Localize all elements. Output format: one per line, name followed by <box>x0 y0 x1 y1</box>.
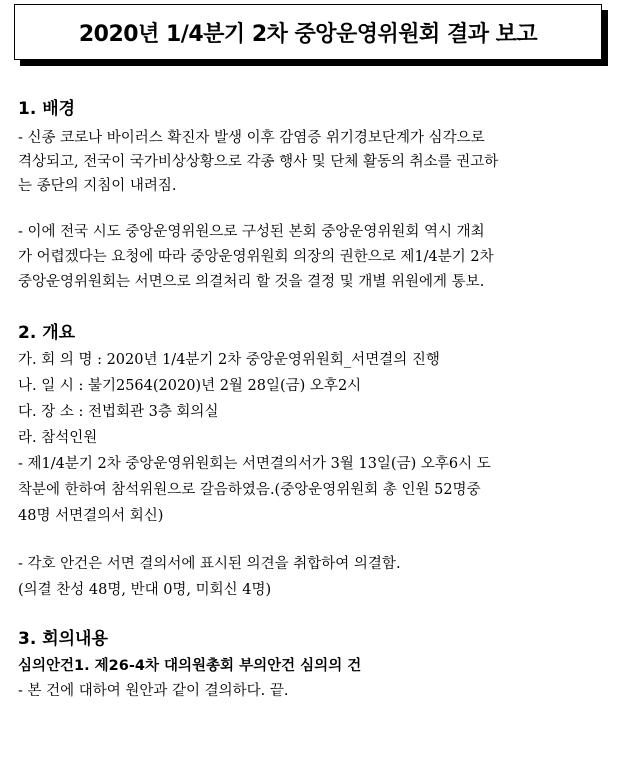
agenda-result: - 본 건에 대하여 원안과 같이 결의하다. 끝. <box>18 683 289 699</box>
document-title: 2020년 1/4분기 2차 중앙운영위원회 결과 보고 <box>14 4 602 60</box>
overview-location: 다. 장 소 : 전법회관 3층 회의실 <box>18 404 219 420</box>
title-frame <box>14 4 610 68</box>
background-para1-line2: 격상되고, 전국이 국가비상상황으로 각종 행사 및 단체 활동의 취소를 권고하 <box>18 154 499 170</box>
attendance-line2: 착분에 한하여 참석위원으로 갈음하였음.(중앙운영위원회 총 인원 52명중 <box>18 482 481 498</box>
background-para1-line1: - 신종 코로나 바이러스 확진자 발생 이후 감염증 위기경보단계가 심각으로 <box>18 130 485 146</box>
section-3-heading: 3. 회의내용 <box>18 629 108 649</box>
agenda-title: 심의안건1. 제26-4차 대의원총회 부의안건 심의의 건 <box>18 658 362 674</box>
overview-date-time: 나. 일 시 : 불기2564(2020)년 2월 28일(금) 오후2시 <box>18 378 362 394</box>
background-para1-line3: 는 종단의 지침이 내려짐. <box>18 178 177 194</box>
overview-meeting-name: 가. 회 의 명 : 2020년 1/4분기 2차 중앙운영위원회_서면결의 진행 <box>18 352 440 368</box>
section-1-heading: 1. 배경 <box>18 99 76 119</box>
attendance-line1: - 제1/4분기 2차 중앙운영위원회는 서면결의서가 3월 13일(금) 오후6시 도 <box>18 456 491 472</box>
resolution-note-line1: - 각호 안건은 서면 결의서에 표시된 의견을 취합하여 의결함. <box>18 556 401 572</box>
background-para2-line2: 가 어렵겠다는 요청에 따라 중앙운영위원회 의장의 권한으로 제1/4분기 2차 <box>18 249 494 265</box>
overview-attendance-label: 라. 참석인원 <box>18 430 98 446</box>
background-para2-line3: 중앙운영위원회는 서면으로 의결처리 할 것을 결정 및 개별 위원에게 통보. <box>18 274 485 290</box>
attendance-line3: 48명 서면결의서 회신) <box>18 508 164 524</box>
background-para2-line1: - 이에 전국 시도 중앙운영위원으로 구성된 본회 중앙운영위원회 역시 개최 <box>18 224 485 240</box>
resolution-note-line2: (의결 찬성 48명, 반대 0명, 미회신 4명) <box>18 582 272 598</box>
section-2-heading: 2. 개요 <box>18 323 76 343</box>
